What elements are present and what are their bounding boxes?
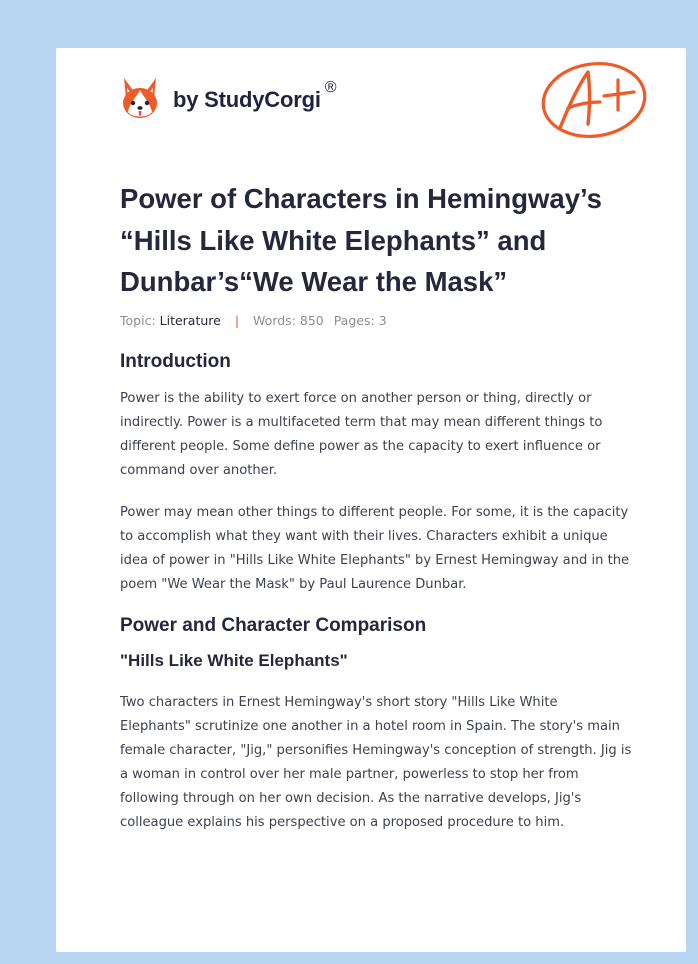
paragraph: Power may mean other things to different people. For some, it is the capacity to accomplish what they want with their lives. Characters exhibit a unique idea of power in "Hills Like White Elephants" by Ernest Hemingway and in the poem "We Wear the Mask" by Paul Laurence Dunbar. — [120, 504, 630, 592]
studycorgi-logo[interactable] — [120, 76, 337, 120]
essay-content — [120, 178, 632, 835]
essay-card — [56, 48, 686, 952]
pages-label: Pages: — [333, 312, 375, 328]
a-plus-grade-icon — [538, 58, 650, 146]
pages-count: 3 — [378, 312, 387, 328]
section-heading-introduction: Introduction — [120, 350, 231, 372]
topic-link[interactable]: Literature — [159, 312, 221, 328]
corgi-icon — [120, 76, 160, 120]
meta-separator: | — [234, 312, 240, 328]
section-heading-comparison: Power and Character Comparison — [120, 614, 427, 636]
brand-name: by StudyCorgi — [173, 87, 321, 112]
words-count: 850 — [299, 312, 324, 328]
registered-mark: ® — [324, 79, 337, 96]
words-label: Words: — [253, 312, 296, 328]
paragraph: Power is the ability to exert force on another person or thing, directly or indirectly. Power is a multifaceted term that may mean different things to different people. Some define power as the capacity to exert influence or command over another. — [120, 390, 603, 478]
topic-label: Topic: — [120, 312, 156, 328]
essay-meta — [120, 313, 632, 328]
essay-title: Power of Characters in Hemingway’s “Hills Like White Elephants” and Dunbar’s“We Wear the Mask” — [120, 183, 602, 297]
paragraph: Two characters in Ernest Hemingway's short story "Hills Like White Elephants" scrutinize one another in a hotel room in Spain. The story's main female character, "Jig," personifies Hemingway's conception of strength. Jig is a woman in control over her male partner, powerless to stop her from following through on her own decision. As the narrative develops, Jig's colleague explains his perspective on a proposed procedure to him. — [120, 694, 632, 830]
subsection-heading: "Hills Like White Elephants" — [120, 650, 348, 670]
